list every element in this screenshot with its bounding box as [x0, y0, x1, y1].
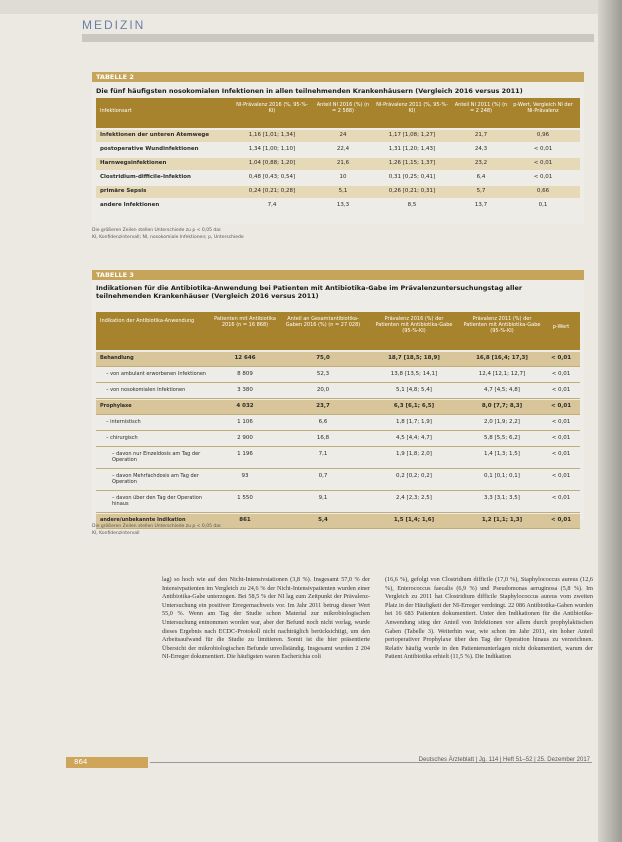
- table-cell: 12,4 [12,1; 12,7]: [478, 371, 526, 377]
- table-cell: 1 196: [237, 451, 253, 457]
- table-cell: 24: [339, 132, 347, 138]
- table-cell: 1,9 [1,8; 2,0]: [396, 451, 432, 457]
- table-row: [96, 384, 580, 398]
- table-cell: 23,2: [474, 160, 488, 166]
- table-row: [96, 448, 580, 468]
- table-cell: 8,5: [407, 202, 417, 208]
- table-3-footnote: Die größeren Zeilen stellen Unterschiede zu p < 0,05 dar.: [92, 524, 222, 529]
- table-2-header-cell: Anteil NI 2011 (%) (n = 2 248): [454, 102, 508, 114]
- table-cell: 13,8 [13,5; 14,1]: [390, 371, 438, 377]
- table-cell: postoperative Wundinfektionen: [100, 146, 199, 152]
- table-cell: 861: [239, 517, 251, 523]
- table-cell: 93: [241, 473, 249, 479]
- table-cell: – von nosokomialen Infektionen: [106, 387, 186, 393]
- table-cell: 1,2 [1,1; 1,3]: [481, 517, 523, 523]
- table-cell: 1,34 [1,00; 1,10]: [248, 146, 296, 152]
- table-3-header-cell: Prävalenz 2011 (%) der Patienten mit Antibiotika-Gabe (95-%-KI): [463, 316, 541, 334]
- table-cell: 0,24 [0,21; 0,28]: [248, 188, 296, 194]
- table-cell: andere Infektionen: [100, 202, 160, 208]
- table-cell: < 0,01: [533, 160, 553, 166]
- table-row: [96, 172, 580, 184]
- table-cell: Clostridium-difficile-Infektion: [100, 174, 191, 180]
- table-cell: 0,48 [0,43; 0,54]: [248, 174, 296, 180]
- body-text-column-2: (16,6 %), gefolgt von Clostridium difficile (17,0 %), Staphylococcus aureus (12,6 %), Enterococcus faecalis (6,9 %) und Pseudomonas aeruginosa (5,8 %). Im Vergleich zu 2011 hat Clostridium difficile Staphylococcus aureus vom zweiten Platz in der Häufigkeit der NI-Erreger verdrängt. 22 086 Antibiotika-Gaben wurden bei 16 683 Patienten dokumentiert. Unter den Indikationen für die Antibiotika-Anwendung stieg der Anteil von Infektionen vor allem durch prophylaktischen Gaben (Tabelle 3). Weiterhin war, wie schon im Jahr 2011, ein hoher Anteil perioperativer Prophylaxe über den Tag der Operation hinaus zu verzeichnen. Relativ häufig wurde in den Patientenunterlagen nicht dokumentiert, warum der Patient Antibiotika erhielt (11,5 %). Die Indikation: [385, 576, 593, 661]
- table-2-tag: TABELLE 2: [92, 72, 584, 82]
- table-row: [96, 400, 580, 414]
- header-rule: [82, 34, 594, 42]
- table-cell: andere/unbekannte Indikation: [100, 517, 186, 523]
- table-cell: < 0,01: [533, 174, 553, 180]
- table-cell: 7,4: [267, 202, 277, 208]
- table-3-tag: TABELLE 3: [92, 270, 584, 280]
- table-2-header: [96, 98, 580, 128]
- table-row: [96, 130, 580, 142]
- table-2-header-cell: Anteil NI 2016 (%) (n = 2 588): [316, 102, 370, 114]
- table-cell: 0,96: [536, 132, 550, 138]
- table-cell: 1,4 [1,3; 1,5]: [484, 451, 520, 457]
- table-2-footnote: Die größeren Zeilen stellen Unterschiede zu p < 0,05 dar.: [92, 228, 222, 233]
- table-cell: 23,7: [316, 403, 330, 409]
- table-cell: < 0,01: [550, 517, 572, 523]
- table-cell: 1,04 [0,88; 1,20]: [248, 160, 296, 166]
- table-row: [96, 352, 580, 366]
- table-cell: 0,66: [536, 188, 550, 194]
- table-cell: Infektionen der unteren Atemwege: [100, 132, 210, 138]
- table-cell: 1 550: [237, 495, 253, 501]
- table-cell: 8 809: [237, 371, 253, 377]
- table-cell: 6,4: [476, 174, 486, 180]
- row-divider: [96, 414, 580, 415]
- row-divider: [96, 430, 580, 431]
- table-row: [96, 368, 580, 382]
- table-cell: 5,1 [4,8; 5,4]: [396, 387, 432, 393]
- table-cell: < 0,01: [551, 451, 571, 457]
- table-cell: 5,4: [318, 517, 328, 523]
- table-cell: 0,26 [0,21; 0,31]: [388, 188, 436, 194]
- table-2: [92, 72, 584, 224]
- table-cell: < 0,01: [533, 146, 553, 152]
- table-cell: 2 900: [237, 435, 253, 441]
- row-divider: [96, 468, 580, 469]
- table-3-title: Indikationen für die Antibiotika-Anwendung bei Patienten mit Antibiotika-Gabe im Prävalenzuntersuchungstag aller teilnehmenden Krankenhäuser (Vergleich 2016 versus 2011): [96, 284, 523, 300]
- table-cell: – chirurgisch: [106, 435, 138, 441]
- section-label: MEDIZIN: [82, 18, 146, 32]
- table-2-footnote: KI, Konfidenzintervall; NI, nosokomiale Infektionen; p, Unterschiede: [92, 235, 244, 240]
- table-cell: 4,7 [4,5; 4,8]: [484, 387, 520, 393]
- table-cell: 1,16 [1,01; 1,34]: [248, 132, 296, 138]
- table-cell: – davon nur Einzeldosis am Tag der Operation: [112, 451, 201, 463]
- table-3-footnote: KI, Konfidenzintervall: [92, 531, 140, 536]
- table-3: [92, 270, 584, 523]
- table-cell: 6,3 [6,1; 6,5]: [393, 403, 435, 409]
- table-cell: < 0,01: [551, 387, 571, 393]
- table-cell: – davon über den Tag der Operation hinaus: [112, 495, 203, 507]
- table-cell: 1,31 [1,20; 1,43]: [388, 146, 436, 152]
- table-cell: 1,26 [1,15; 1,37]: [388, 160, 436, 166]
- table-cell: 9,1: [318, 495, 328, 501]
- table-cell: 7,1: [318, 451, 328, 457]
- table-cell: 4,5 [4,4; 4,7]: [396, 435, 432, 441]
- table-cell: < 0,01: [550, 355, 572, 361]
- table-cell: 22,4: [336, 146, 350, 152]
- table-3-header-cell: Indikation der Antibiotika-Anwendung: [100, 318, 195, 324]
- table-cell: 6,6: [318, 419, 328, 425]
- table-cell: – davon Mehrfachdosis am Tag der Operation: [112, 473, 199, 485]
- table-3-header-cell: Prävalenz 2016 (%) der Patienten mit Antibiotika-Gabe (95-%-KI): [375, 316, 453, 334]
- table-cell: – internistisch: [106, 419, 141, 425]
- row-divider: [96, 512, 580, 513]
- table-cell: 0,7: [318, 473, 328, 479]
- table-cell: < 0,01: [551, 473, 571, 479]
- page-number: 864: [66, 757, 148, 768]
- table-cell: 2,4 [2,3; 2,5]: [396, 495, 432, 501]
- table-2-header-cell: Infektionsart: [100, 108, 132, 114]
- table-cell: 10: [339, 174, 347, 180]
- table-2-title: Die fünf häufigsten nosokomialen Infektionen in allen teilnehmenden Krankenhäusern (Vergleich 2016 versus 2011): [96, 87, 523, 95]
- table-row: [96, 492, 580, 512]
- row-divider: [96, 490, 580, 491]
- table-row: [96, 470, 580, 490]
- row-divider: [96, 398, 580, 399]
- table-cell: Behandlung: [100, 355, 134, 361]
- table-2-header-cell: p-Wert, Vergleich NI der NI-Prävalenz: [513, 102, 573, 114]
- table-cell: 0,1 [0,1; 0,1]: [484, 473, 520, 479]
- table-3-header-cell: Patienten mit Antibiotika 2016 (n = 16 868): [214, 316, 276, 328]
- table-cell: 13,7: [474, 202, 488, 208]
- table-cell: 24,3: [474, 146, 488, 152]
- table-cell: 3,3 [3,1; 3,5]: [484, 495, 520, 501]
- table-cell: 0,1: [538, 202, 548, 208]
- table-cell: < 0,01: [551, 435, 571, 441]
- page-binding-shadow: [598, 0, 622, 842]
- table-row: [96, 416, 580, 430]
- table-cell: 5,7: [476, 188, 486, 194]
- table-cell: 1,17 [1,08; 1,27]: [388, 132, 436, 138]
- table-cell: 0,31 [0,25; 0,41]: [388, 174, 436, 180]
- table-cell: 21,6: [336, 160, 350, 166]
- table-cell: 3 380: [237, 387, 253, 393]
- row-divider: [96, 382, 580, 383]
- table-cell: 1,5 [1,4; 1,6]: [393, 517, 435, 523]
- table-cell: primäre Sepsis: [100, 188, 147, 194]
- table-3-header-cell: p-Wert: [552, 324, 570, 330]
- table-cell: 2,0 [1,9; 2,2]: [484, 419, 520, 425]
- row-divider: [96, 366, 580, 367]
- row-divider: [96, 446, 580, 447]
- table-cell: 18,7 [18,5; 18,9]: [388, 355, 440, 361]
- table-cell: Harnwegsinfektionen: [100, 160, 167, 166]
- table-row: [96, 432, 580, 446]
- table-cell: 16,8 [16,4; 17,3]: [476, 355, 528, 361]
- table-cell: 75,0: [316, 355, 330, 361]
- table-cell: 1 106: [237, 419, 253, 425]
- table-cell: < 0,01: [551, 371, 571, 377]
- table-2-header-cell: NI-Prävalenz 2011 (%, 95-%-KI): [376, 102, 448, 114]
- table-cell: 1,8 [1,7; 1,9]: [396, 419, 432, 425]
- table-3-header: [96, 312, 580, 350]
- table-cell: 12 646: [234, 355, 256, 361]
- table-cell: 4 032: [236, 403, 254, 409]
- table-cell: 16,8: [316, 435, 330, 441]
- table-cell: < 0,01: [550, 403, 572, 409]
- top-strip: [0, 0, 622, 14]
- table-row: [96, 186, 580, 198]
- table-cell: < 0,01: [551, 419, 571, 425]
- table-cell: 13,3: [336, 202, 350, 208]
- table-cell: 52,3: [316, 371, 330, 377]
- table-2-header-cell: NI-Prävalenz 2016 (%, 95-%-KI): [236, 102, 308, 114]
- table-row: [96, 200, 580, 212]
- table-row: [96, 144, 580, 156]
- table-cell: 0,2 [0,2; 0,2]: [396, 473, 432, 479]
- table-cell: 5,8 [5,5; 6,2]: [484, 435, 520, 441]
- table-cell: – von ambulant erworbenen Infektionen: [106, 371, 207, 377]
- body-text-column-1: lag) so hoch wie auf den Nicht-Intensivstationen (3,8 %). Insgesamt 57,0 % der Intensivpatienten im Vergleich zu 24,6 % der Nicht-Intensivpatienten wurden einer Antibiotika-Gabe unterzogen. Bei 58,5 % der NI lag zum Zeitpunkt der Prävalenz-Untersuchung ein positiver Erregernachweis vor. Im Jahr 2011 betrug dieser Wert 55,0 %. Wenn am Tag der Studie schon Material zur mikrobiologischen Untersuchung entnommen worden war, aber der Befund noch nicht vorlag, wurde dieses Ergebnis nach ECDC-Protokoll nicht nachträglich berücksichtigt, um den Arbeitsaufwand für die Studie zu limitieren. Somit ist die hier präsentierte Übersicht der mikrobiologischen Befunde unvollständig. Insgesamt wurden 2 204 NI-Erreger dokumentiert. Die häufigsten waren Escherichia coli: [162, 576, 370, 661]
- table-row: [96, 158, 580, 170]
- table-cell: 21,7: [474, 132, 488, 138]
- journal-citation: Deutsches Ärzteblatt | Jg. 114 | Heft 51–52 | 25. Dezember 2017: [418, 757, 590, 763]
- table-3-header-cell: Anteil an Gesamtantibiotika-Gaben 2016 (%) (n = 27 028): [285, 316, 361, 328]
- table-cell: Prophylaxe: [100, 403, 132, 409]
- table-cell: 8,0 [7,7; 8,3]: [481, 403, 523, 409]
- table-cell: 20,0: [316, 387, 330, 393]
- table-cell: 5,1: [338, 188, 348, 194]
- table-cell: < 0,01: [551, 495, 571, 501]
